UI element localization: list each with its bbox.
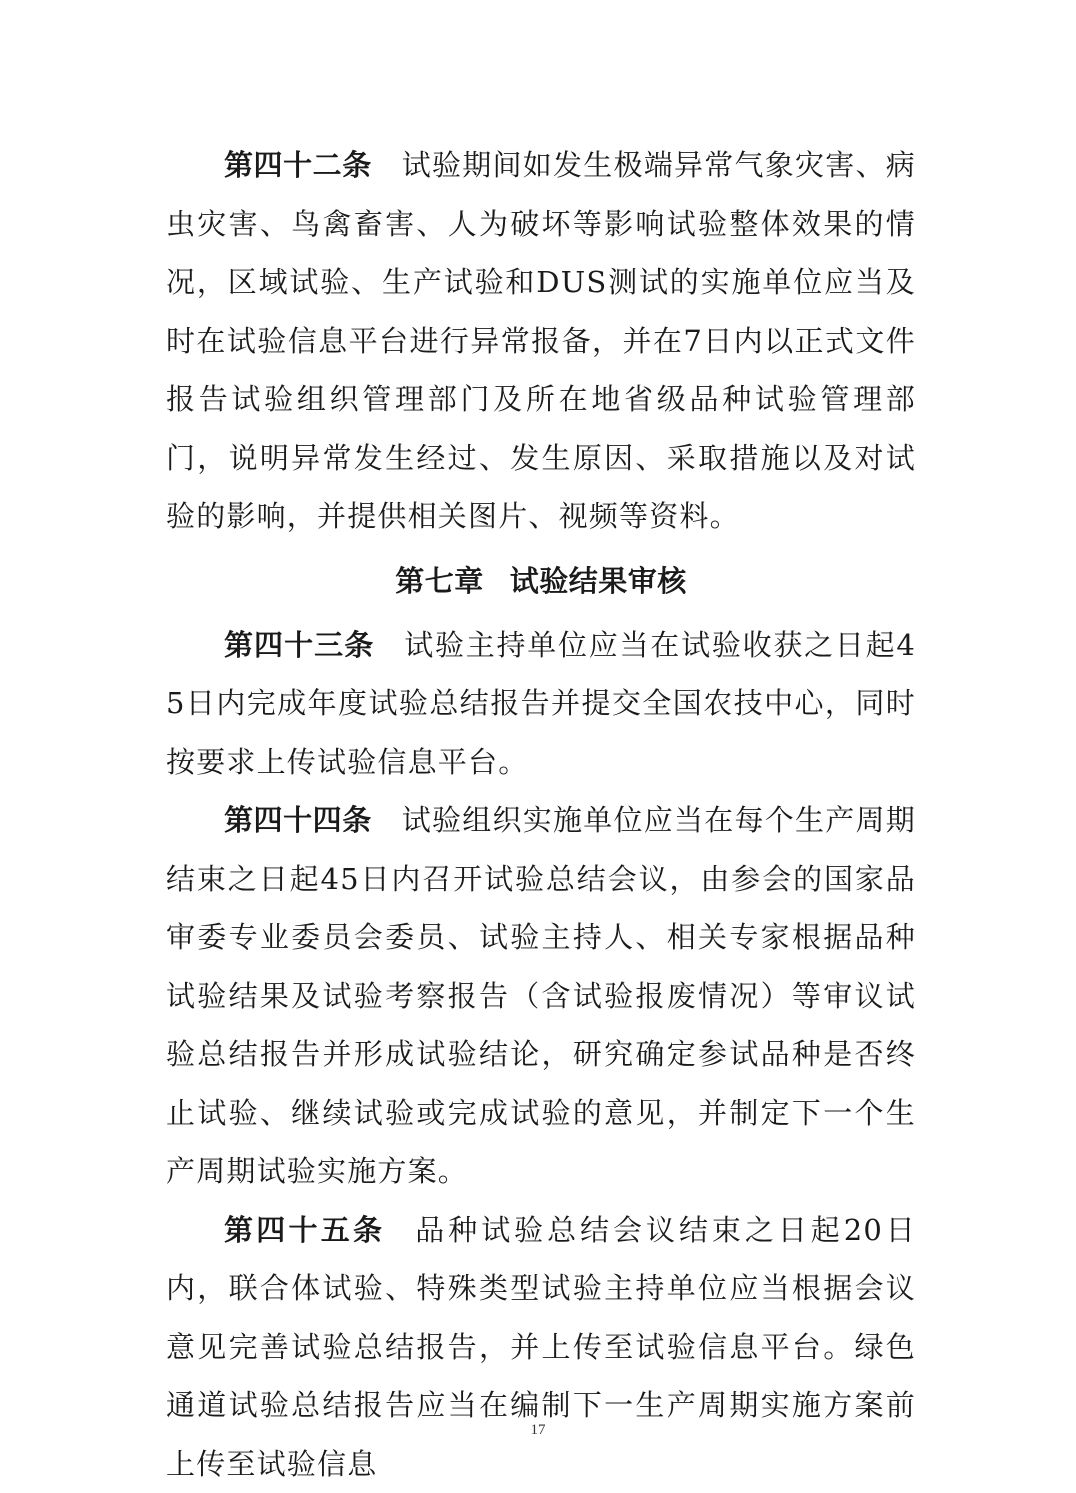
article-text: 试验主持单位应当在试验收获之日起45日内完成年度试验总结报告并提交全国农技中心，同时按要求上传试验信息平台。	[166, 628, 916, 779]
article-43	[166, 616, 916, 792]
article-label: 第四十二条	[224, 148, 372, 182]
chapter-heading	[166, 548, 916, 614]
article-text: 试验组织实施单位应当在每个生产周期结束之日起45日内召开试验总结会议，由参会的国家品审委专业委员会委员、试验主持人、相关专家根据品种试验结果及试验考察报告（含试验报废情况）等审议试验总结报告并形成试验结论，研究确定参试品种是否终止试验、继续试验或完成试验的意见，并制定下一个生产周期试验实施方案。	[166, 803, 916, 1188]
article-label: 第四十四条	[224, 803, 372, 837]
article-45	[166, 1201, 916, 1493]
article-text: 试验期间如发生极端异常气象灾害、病虫灾害、鸟禽畜害、人为破坏等影响试验整体效果的情况，区域试验、生产试验和DUS测试的实施单位应当及时在试验信息平台进行异常报备，并在7日内以正式文件报告试验组织管理部门及所在地省级品种试验管理部门，说明异常发生经过、发生原因、采取措施以及对试验的影响，并提供相关图片、视频等资料。	[166, 148, 916, 533]
article-42	[166, 136, 916, 546]
article-label: 第四十三条	[224, 628, 374, 662]
article-text: 品种试验总结会议结束之日起20日内，联合体试验、特殊类型试验主持单位应当根据会议意见完善试验总结报告，并上传至试验信息平台。绿色通道试验总结报告应当在编制下一生产周期实施方案前上传至试验信息	[166, 1213, 916, 1481]
article-44	[166, 791, 916, 1201]
page-body	[166, 136, 916, 1493]
article-label: 第四十五条	[224, 1213, 385, 1247]
chapter-number: 第七章	[395, 564, 484, 598]
page-number: 17	[0, 1422, 1076, 1439]
chapter-title: 试验结果审核	[510, 564, 687, 598]
